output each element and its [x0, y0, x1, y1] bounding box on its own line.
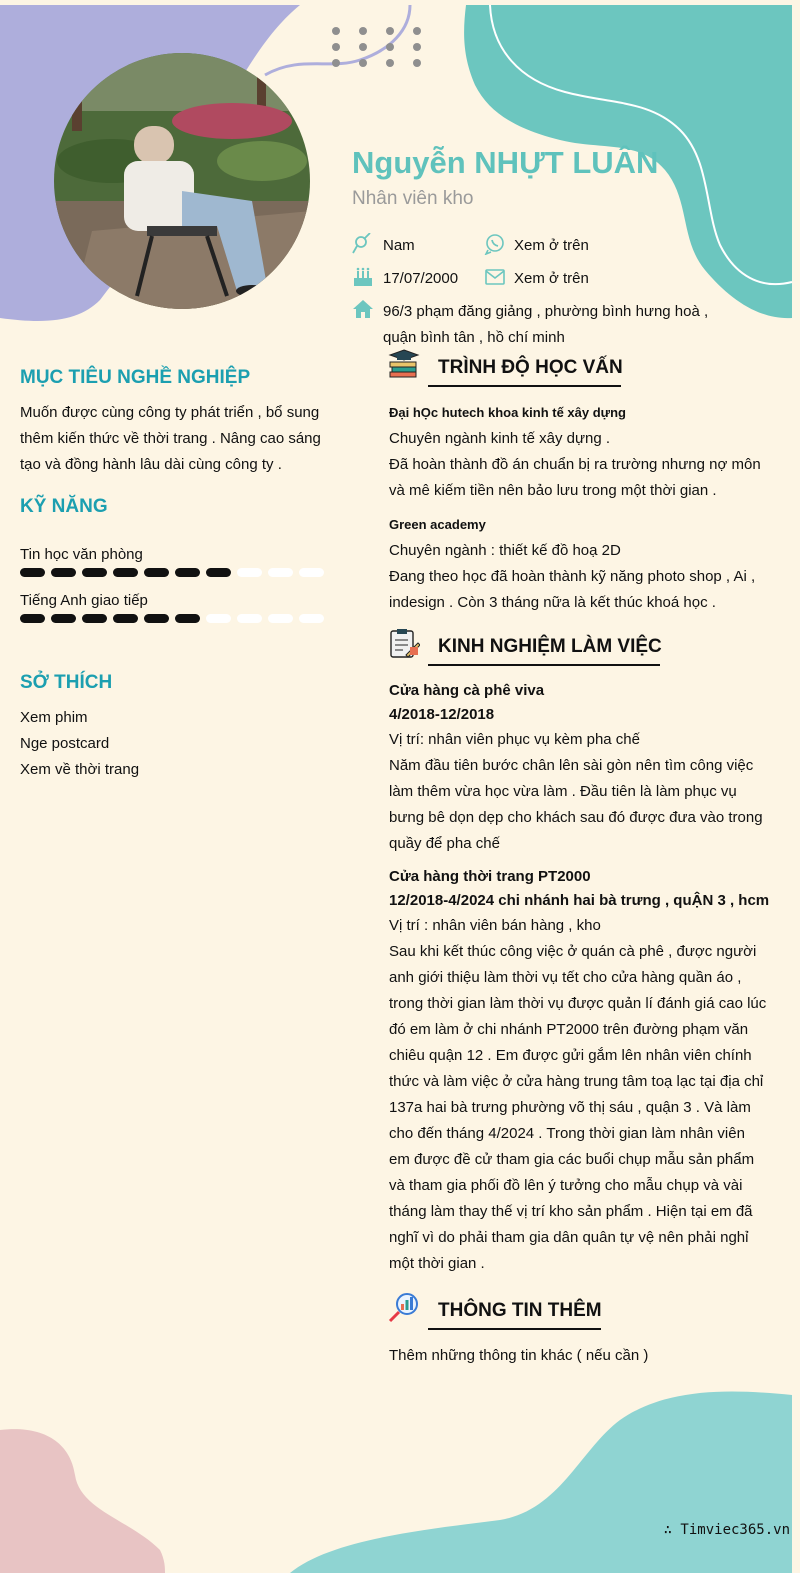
skills-heading: KỸ NĂNG: [20, 496, 108, 517]
skill-dot-filled: [206, 568, 231, 577]
skill-dot-empty: [268, 614, 293, 623]
skill-dot-filled: [175, 614, 200, 623]
school-name: Đại hỌc hutech khoa kinh tế xây dựng: [389, 405, 626, 420]
skill-rating: [20, 568, 324, 577]
skill-name: Tiếng Anh giao tiếp: [20, 592, 148, 609]
school-name: Green academy: [389, 517, 486, 532]
education-entry: Đại hỌc hutech khoa kinh tế xây dựng Chuyên ngành kinh tế xây dựng . Đã hoàn thành đồ án chuẩn bị ra trường nhưng nợ môn và mê kiếm tiền nên bảo lưu trong một thời gian .: [389, 400, 789, 504]
skill-dot-empty: [237, 568, 262, 577]
books-graduation-icon: [388, 348, 420, 380]
skill-dot-empty: [299, 568, 324, 577]
major: Chuyên ngành : thiết kế đồ hoạ 2D: [389, 542, 621, 559]
skill-dot-filled: [175, 568, 200, 577]
education-underline: [428, 385, 621, 387]
position: Vị trí: nhân viên phục vụ kèm pha chế: [389, 731, 640, 748]
address-line-2: quận bình tân , hồ chí minh: [383, 329, 565, 346]
dot-grid: [332, 27, 421, 67]
skill-dot-filled: [20, 614, 45, 623]
hobby-item: Xem về thời trang: [20, 761, 140, 778]
email-value: Xem ở trên: [514, 270, 589, 287]
skill-rating: [20, 614, 324, 623]
hobbies-list: [20, 705, 139, 783]
skill-name: Tin học văn phòng: [20, 546, 143, 563]
teal-bottom-blob: [290, 1391, 792, 1573]
phone-icon: [484, 233, 506, 255]
company-name: Cửa hàng thời trang PT2000: [389, 868, 591, 885]
skill-dot-empty: [206, 614, 231, 623]
skill-dot-empty: [268, 568, 293, 577]
work-period: 4/2018-12/2018: [389, 706, 495, 723]
skill-dot-filled: [51, 568, 76, 577]
extra-info-heading: THÔNG TIN THÊM: [438, 1300, 602, 1321]
address-line-1: 96/3 phạm đăng giảng , phường bình hưng hoà ,: [383, 303, 709, 320]
birthday-value: 17/07/2000: [383, 270, 459, 287]
company-name: Cửa hàng cà phê viva: [389, 682, 545, 699]
skill-dot-filled: [20, 568, 45, 577]
skill-dot-empty: [237, 614, 262, 623]
birthday-cake-icon: [352, 266, 374, 288]
education-entry: Green academy Chuyên ngành : thiết kế đồ hoạ 2D Đang theo học đã hoàn thành kỹ năng photo shop , Ai , indesign . Còn 3 tháng nữa là kết thúc khoá học .: [389, 512, 789, 616]
skill-dot-filled: [144, 614, 169, 623]
skill-dot-filled: [51, 614, 76, 623]
education-list: [389, 400, 789, 616]
work-period: 12/2018-4/2024 chi nhánh hai bà trưng , quẬN 3 , hcm: [389, 892, 770, 909]
skill-dot-filled: [82, 614, 107, 623]
extra-info-text: Thêm những thông tin khác ( nếu cần ): [389, 1347, 649, 1364]
skill-dot-filled: [113, 568, 138, 577]
experience-underline: [428, 664, 660, 666]
experience-entry: Cửa hàng cà phê viva 4/2018-12/2018 Vị trí: nhân viên phục vụ kèm pha chế Năm đầu tiên bước chân lên sài gòn nên tìm công việc làm thêm vừa học vừa làm . Đầu tiên là làm phục vụ bưng bê dọn dẹp cho khách sau đó được đưa vào trong quầy để pha chế: [389, 679, 794, 857]
hobbies-heading: SỞ THÍCH: [20, 672, 113, 693]
analytics-magnifier-icon: [388, 1291, 420, 1323]
gender-icon: [352, 233, 374, 255]
work-experience-icon: [388, 627, 420, 659]
skill-dot-filled: [144, 568, 169, 577]
watermark: ∴ Timviec365.vn: [663, 1522, 790, 1538]
experience-heading: KINH NGHIỆM LÀM VIỆC: [438, 636, 662, 657]
hobby-item: Xem phim: [20, 709, 88, 726]
email-icon: [484, 266, 506, 288]
objective-text: Muốn được cùng công ty phát triển , bổ sung thêm kiến thức về thời trang . Nâng cao sáng tạo và đồng hành lâu dài cùng công ty .: [20, 404, 321, 473]
job-title: Nhân viên kho: [352, 188, 474, 209]
experience-entry: Cửa hàng thời trang PT2000 12/2018-4/2024 chi nhánh hai bà trưng , quẬN 3 , hcm Vị trí : nhân viên bán hàng , kho Sau khi kết thúc công việc ở quán cà phê , được người anh giới thiệu làm thời vụ tết cho cửa hàng quần áo , trong thời gian làm thời vụ được quản lí đánh giá cao lúc đó em làm ở chi nhánh PT2000 trên đường phạm văn chiêu quận 12 . Em được gửi gắm lên nhân viên chính thức và làm việc ở cửa hàng trung tâm toạ lạc tại địa chỉ 137a hai bà trưng phường võ thị sáu , quận 3 . Và làm cho đến tháng 4/2024 . Trong thời gian làm nhân viên em được đề cử tham gia các buổi chụp mẫu sản phẩm và tham gia phối đồ lên ý tưởng cho mẫu chụp và vài tháng làm thay thế vị trí kho sản phẩm . Hiện tại em đã nghĩ vì do phải tham gia dân quân tự vệ nên phải nghỉ một thời gian .: [389, 865, 794, 1277]
home-icon: [352, 298, 374, 320]
phone-value: Xem ở trên: [514, 237, 589, 254]
education-heading: TRÌNH ĐỘ HỌC VẤN: [438, 357, 623, 378]
skill-dot-filled: [82, 568, 107, 577]
pink-bottom-blob: [0, 1429, 165, 1573]
extra-info-underline: [428, 1328, 601, 1330]
candidate-name: Nguyễn NHỰT LUÂN: [352, 145, 659, 180]
major: Chuyên ngành kinh tế xây dựng .: [389, 430, 611, 447]
gender-value: Nam: [383, 237, 415, 254]
skill-dot-empty: [299, 614, 324, 623]
objective-heading: MỤC TIÊU NGHỀ NGHIỆP: [20, 367, 251, 388]
position: Vị trí : nhân viên bán hàng , kho: [389, 917, 601, 934]
hobby-item: Nge postcard: [20, 735, 110, 752]
experience-list: [389, 679, 794, 1277]
skill-dot-filled: [113, 614, 138, 623]
profile-photo: [52, 51, 312, 311]
